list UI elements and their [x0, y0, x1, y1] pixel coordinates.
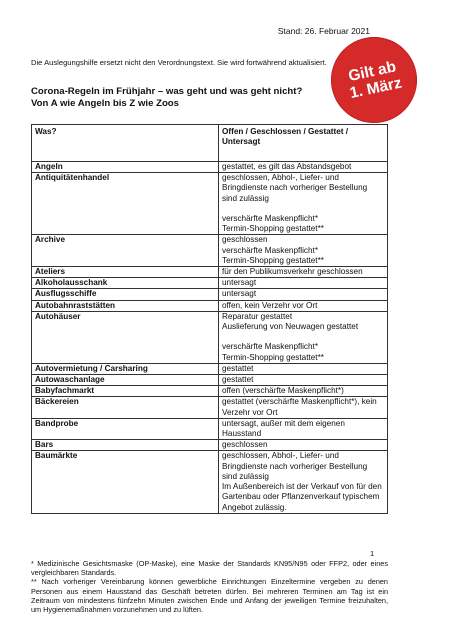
row-topic: Autobahnraststätten [32, 300, 219, 311]
table-row [32, 162, 388, 173]
table-row [32, 267, 388, 278]
page-number: 1 [370, 549, 375, 558]
table-row [32, 375, 388, 386]
row-status: offen, kein Verzehr vor Ort [219, 300, 388, 311]
rules-table [31, 124, 388, 514]
row-topic: Angeln [32, 162, 219, 173]
row-topic: Ateliers [32, 267, 219, 278]
column-header-what: Was? [32, 125, 219, 162]
row-topic: Bäckereien [32, 397, 219, 418]
row-topic: Archive [32, 235, 219, 267]
row-status: untersagt, außer mit dem eigenen Hausstand [219, 418, 388, 439]
row-status: geschlossen verschärfte Maskenpflicht* Termin-Shopping gestattet** [219, 235, 388, 267]
row-status: offen (verschärfte Maskenpflicht*) [219, 386, 388, 397]
row-status: gestattet [219, 363, 388, 374]
row-status: untersagt [219, 278, 388, 289]
row-topic: Baumärkte [32, 451, 219, 513]
row-topic: Bars [32, 440, 219, 451]
footnote-appointment: ** Nach vorheriger Vereinbarung können gewerbliche Einrichtungen Einzeltermine vergeben zu denen Personen aus einem Hausstand das Geschäft betreten dürfen. Bei mehreren Terminen am Tag ist ein Zeitraum von mindestens fünfzehn Minuten zwischen Ende und Anfang der jeweiligen Termine freizuhalten, um Hygienemaßnahmen vorzunehmen und zu lüften. [31, 577, 388, 615]
row-topic: Antiquitätenhandel [32, 173, 219, 235]
row-status: gestattet [219, 375, 388, 386]
footnotes [31, 559, 388, 614]
date-stamp: Stand: 26. Februar 2021 [277, 26, 370, 36]
row-topic: Ausflugsschiffe [32, 289, 219, 300]
row-status: gestattet (verschärfte Maskenpflicht*), kein Verzehr vor Ort [219, 397, 388, 418]
row-status: gestattet, es gilt das Abstandsgebot [219, 162, 388, 173]
table-row [32, 363, 388, 374]
title-line-2: Von A wie Angeln bis Z wie Zoos [31, 98, 179, 109]
page-title [31, 86, 302, 110]
valid-from-badge [323, 29, 425, 131]
table-row [32, 278, 388, 289]
row-status: für den Publikumsverkehr geschlossen [219, 267, 388, 278]
table-row [32, 451, 388, 513]
table-row [32, 418, 388, 439]
table-row [32, 386, 388, 397]
title-line-1: Corona-Regeln im Frühjahr – was geht und was geht nicht? [31, 86, 303, 97]
table-row [32, 397, 388, 418]
table-row [32, 311, 388, 363]
table-row [32, 440, 388, 451]
badge-text: Gilt ab 1. März [346, 58, 404, 103]
row-topic: Babyfachmarkt [32, 386, 219, 397]
row-topic: Bandprobe [32, 418, 219, 439]
row-topic: Autohäuser [32, 311, 219, 363]
row-topic: Alkoholausschank [32, 278, 219, 289]
row-status: Reparatur gestattet Auslieferung von Neuwagen gestattet verschärfte Maskenpflicht* Termin-Shopping gestattet** [219, 311, 388, 363]
table-row [32, 289, 388, 300]
table-row [32, 235, 388, 267]
table-row [32, 173, 388, 235]
row-status: untersagt [219, 289, 388, 300]
column-header-status: Offen / Geschlossen / Gestattet / Untersagt [219, 125, 388, 162]
disclaimer-text: Die Auslegungshilfe ersetzt nicht den Verordnungstext. Sie wird fortwährend aktualisiert. [31, 58, 327, 67]
row-topic: Autovermietung / Carsharing [32, 363, 219, 374]
row-status: geschlossen, Abhol-, Liefer- und Bringdienste nach vorheriger Bestellung sind zulässig Im Außenbereich ist der Verkauf von für den Gartenbau oder Pflanzenverkauf typischem Angebot zulässig. [219, 451, 388, 513]
footnote-mask: * Medizinische Gesichtsmaske (OP-Maske), eine Maske der Standards KN95/N95 oder FFP2, oder eines vergleichbaren Standards. [31, 559, 388, 578]
table-body [32, 162, 388, 514]
table-header-row [32, 125, 388, 162]
row-status: geschlossen [219, 440, 388, 451]
row-topic: Autowaschanlage [32, 375, 219, 386]
table-row [32, 300, 388, 311]
row-status: geschlossen, Abhol-, Liefer- und Bringdienste nach vorheriger Bestellung sind zulässig verschärfte Maskenpflicht* Termin-Shopping gestattet** [219, 173, 388, 235]
